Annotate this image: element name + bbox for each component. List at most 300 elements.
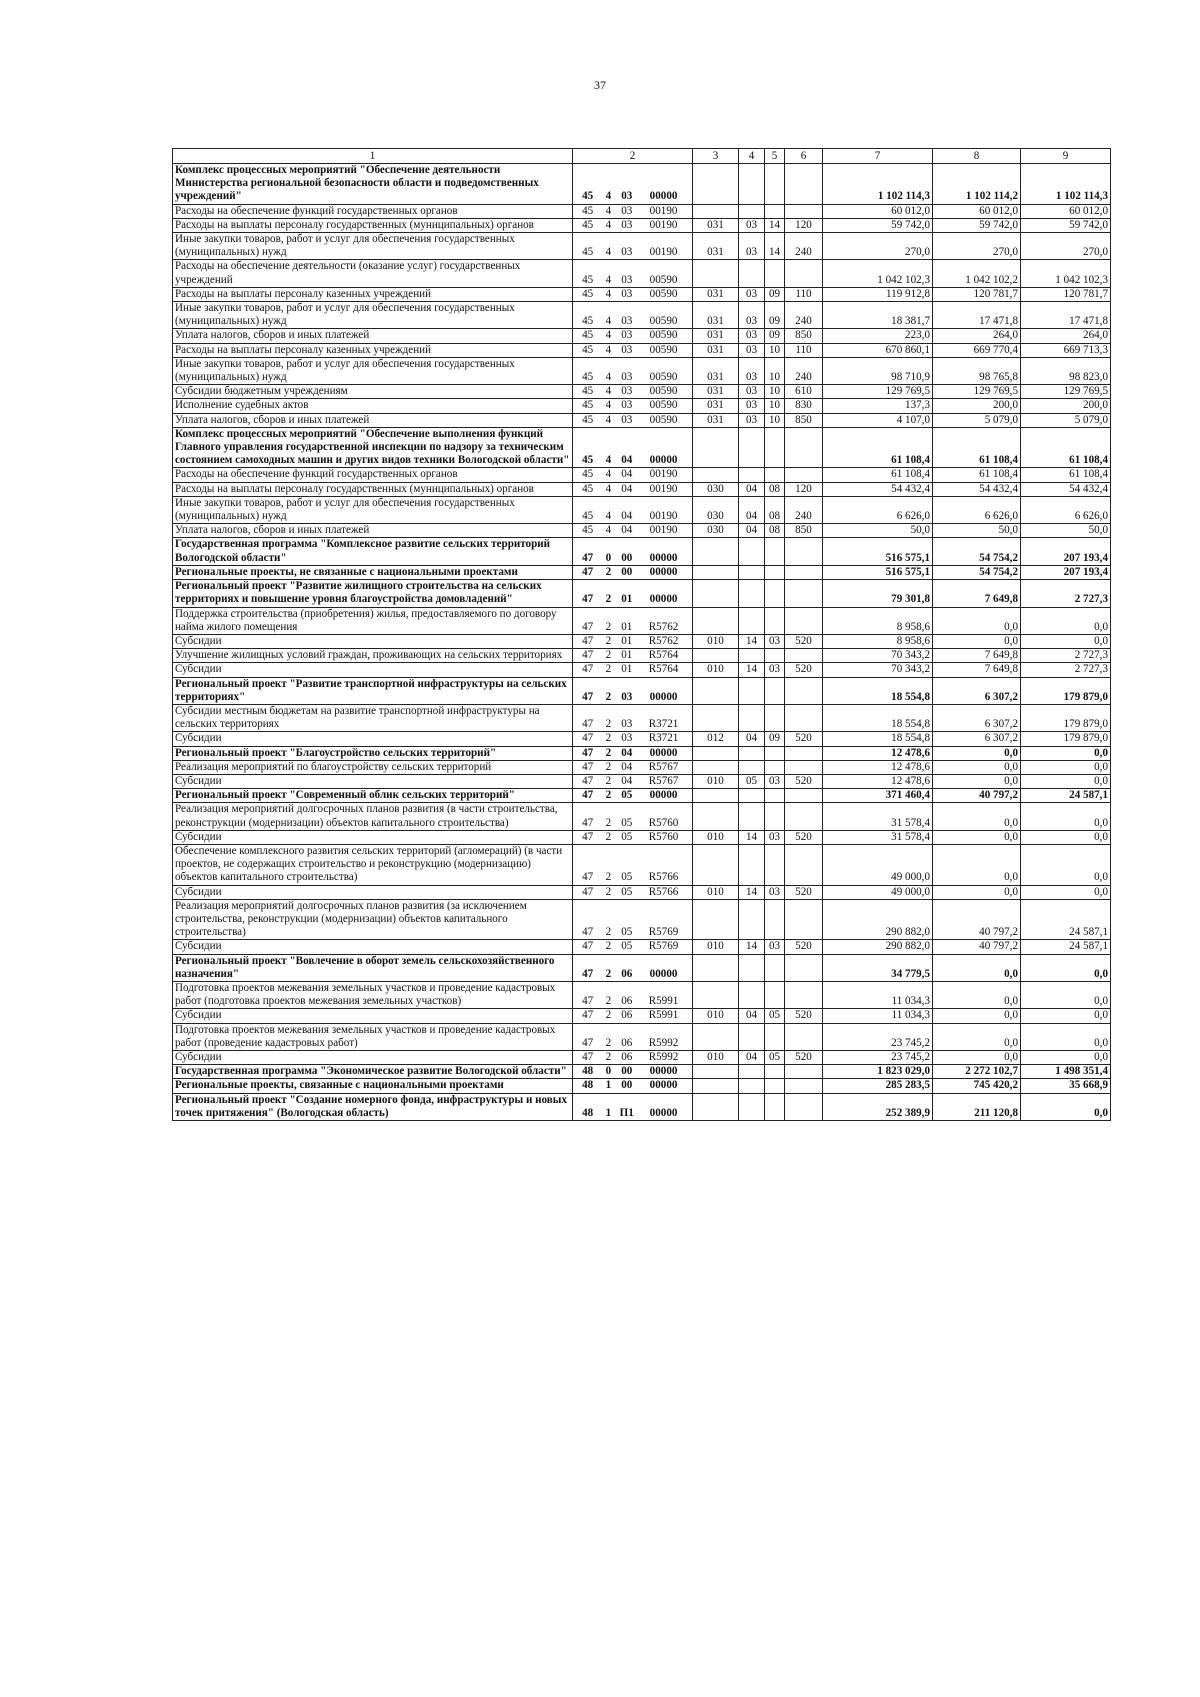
subsection-code: 08 — [765, 524, 785, 538]
code-part: 47 — [582, 718, 594, 731]
row-name: Комплекс процессных мероприятий "Обеспечение деятельности Министерства региональной безопасности области и подведомственных учреждений" — [173, 164, 573, 205]
expense-type-code — [785, 260, 823, 287]
code-part: 4 — [605, 343, 612, 356]
amount-col8: 61 108,4 — [933, 427, 1021, 468]
target-article-code — [573, 1065, 693, 1079]
row-name: Субсидии — [173, 830, 573, 844]
amount-col7: 516 575,1 — [823, 538, 933, 565]
code-part: 45 — [582, 482, 594, 495]
amount-col7: 70 343,2 — [823, 649, 933, 663]
code-part: 04 — [621, 774, 633, 787]
code-part: R3721 — [648, 718, 679, 731]
code-part: 45 — [582, 329, 594, 342]
amount-col9: 60 012,0 — [1021, 204, 1111, 218]
target-article-code — [573, 607, 693, 634]
grbs-code — [693, 580, 739, 607]
target-article-code — [573, 287, 693, 301]
code-part: 47 — [582, 565, 594, 578]
subsection-code: 08 — [765, 482, 785, 496]
expense-type-code: 520 — [785, 732, 823, 746]
code-part: 2 — [605, 690, 612, 703]
section-code: 14 — [739, 940, 765, 954]
table-row-heading — [173, 565, 1111, 579]
amount-col7: 129 769,5 — [823, 385, 933, 399]
amount-col8: 2 272 102,7 — [933, 1065, 1021, 1079]
code-part: 00190 — [649, 204, 678, 217]
amount-col9: 264,0 — [1021, 329, 1111, 343]
amount-col8: 270,0 — [933, 233, 1021, 260]
expense-type-code — [785, 1093, 823, 1120]
grbs-code: 010 — [693, 774, 739, 788]
section-code — [739, 580, 765, 607]
subsection-code — [765, 899, 785, 940]
table-row-heading — [173, 1079, 1111, 1093]
section-code — [739, 164, 765, 205]
grbs-code: 031 — [693, 385, 739, 399]
expense-type-code — [785, 803, 823, 830]
section-code: 04 — [739, 482, 765, 496]
table-row — [173, 482, 1111, 496]
subsection-code — [765, 1065, 785, 1079]
table-row — [173, 233, 1111, 260]
row-name: Расходы на обеспечение деятельности (оказание услуг) государственных учреждений — [173, 260, 573, 287]
grbs-code: 031 — [693, 302, 739, 329]
subsection-code: 14 — [765, 233, 785, 260]
row-name: Субсидии — [173, 1051, 573, 1065]
grbs-code: 010 — [693, 830, 739, 844]
code-part: 03 — [621, 315, 633, 328]
row-name: Расходы на выплаты персоналу казенных учреждений — [173, 287, 573, 301]
code-part: 01 — [621, 593, 633, 606]
amount-col9: 0,0 — [1021, 1009, 1111, 1023]
code-part: 48 — [582, 1065, 594, 1078]
amount-col8: 50,0 — [933, 524, 1021, 538]
code-part: 47 — [582, 593, 594, 606]
expense-type-code — [785, 538, 823, 565]
target-article-code — [573, 803, 693, 830]
amount-col9: 120 781,7 — [1021, 287, 1111, 301]
code-part: 03 — [621, 385, 633, 398]
target-article-code — [573, 844, 693, 885]
row-name: Расходы на выплаты персоналу государственных (муниципальных) органов — [173, 218, 573, 232]
amount-col9: 1 498 351,4 — [1021, 1065, 1111, 1079]
amount-col8: 120 781,7 — [933, 287, 1021, 301]
amount-col7: 1 823 029,0 — [823, 1065, 933, 1079]
subsection-code: 09 — [765, 732, 785, 746]
section-code: 03 — [739, 385, 765, 399]
code-part: 47 — [582, 995, 594, 1008]
expense-type-code — [785, 1079, 823, 1093]
grbs-code — [693, 164, 739, 205]
target-article-code — [573, 218, 693, 232]
row-name: Региональный проект "Развитие жилищного строительства на сельских территориях и повышение уровня благоустройства домовладений" — [173, 580, 573, 607]
table-row — [173, 218, 1111, 232]
code-part: 01 — [621, 649, 633, 662]
amount-col9: 0,0 — [1021, 844, 1111, 885]
code-part: 03 — [621, 732, 633, 745]
target-article-code — [573, 704, 693, 731]
code-part: R5767 — [648, 774, 679, 787]
amount-col8: 0,0 — [933, 1009, 1021, 1023]
amount-col7: 18 381,7 — [823, 302, 933, 329]
code-part: 06 — [621, 1036, 633, 1049]
code-part: 0 — [605, 1065, 612, 1078]
table-row — [173, 399, 1111, 413]
header-cell: 6 — [785, 149, 823, 164]
section-code — [739, 607, 765, 634]
code-part: 03 — [621, 287, 633, 300]
amount-col9: 179 879,0 — [1021, 732, 1111, 746]
amount-col7: 6 626,0 — [823, 496, 933, 523]
subsection-code — [765, 427, 785, 468]
code-part: 05 — [621, 940, 633, 953]
grbs-code: 030 — [693, 496, 739, 523]
code-part: R5992 — [648, 1036, 679, 1049]
amount-col9: 54 432,4 — [1021, 482, 1111, 496]
row-name: Субсидии — [173, 1009, 573, 1023]
section-code — [739, 746, 765, 760]
target-article-code — [573, 399, 693, 413]
amount-col9: 61 108,4 — [1021, 468, 1111, 482]
amount-col8: 0,0 — [933, 981, 1021, 1008]
row-name: Иные закупки товаров, работ и услуг для обеспечения государственных (муниципальных) нужд — [173, 233, 573, 260]
section-code — [739, 1065, 765, 1079]
amount-col8: 0,0 — [933, 1023, 1021, 1050]
row-name: Уплата налогов, сборов и иных платежей — [173, 413, 573, 427]
amount-col9: 0,0 — [1021, 607, 1111, 634]
code-part: 4 — [605, 218, 612, 231]
section-code: 03 — [739, 218, 765, 232]
amount-col7: 50,0 — [823, 524, 933, 538]
amount-col7: 59 742,0 — [823, 218, 933, 232]
target-article-code — [573, 663, 693, 677]
subsection-code: 03 — [765, 663, 785, 677]
target-article-code — [573, 260, 693, 287]
subsection-code: 03 — [765, 634, 785, 648]
grbs-code — [693, 204, 739, 218]
amount-col7: 1 102 114,3 — [823, 164, 933, 205]
code-part: 2 — [605, 593, 612, 606]
expense-type-code — [785, 204, 823, 218]
row-name: Региональный проект "Создание номерного фонда, инфраструктуры и новых точек притяжения" (Вологодская область) — [173, 1093, 573, 1120]
expense-type-code: 520 — [785, 634, 823, 648]
expense-type-code: 110 — [785, 343, 823, 357]
grbs-code: 031 — [693, 233, 739, 260]
code-part: R5762 — [648, 634, 679, 647]
subsection-code: 09 — [765, 302, 785, 329]
code-part: 00590 — [649, 287, 678, 300]
row-name: Субсидии местным бюджетам на развитие транспортной инфраструктуры на сельских территориях — [173, 704, 573, 731]
section-code — [739, 789, 765, 803]
code-part: 06 — [621, 1051, 633, 1063]
amount-col8: 129 769,5 — [933, 385, 1021, 399]
amount-col8: 745 420,2 — [933, 1079, 1021, 1093]
code-part: 2 — [605, 967, 612, 980]
code-part: 00190 — [649, 510, 678, 523]
code-part: 2 — [605, 789, 612, 802]
expense-type-code — [785, 649, 823, 663]
row-name: Поддержка строительства (приобретения) жилья, предоставляемого по договору найма жилого помещения — [173, 607, 573, 634]
expense-type-code: 110 — [785, 287, 823, 301]
table-row — [173, 760, 1111, 774]
subsection-code: 14 — [765, 218, 785, 232]
expense-type-code: 520 — [785, 1051, 823, 1065]
subsection-code — [765, 677, 785, 704]
table-row-heading — [173, 954, 1111, 981]
table-row-heading — [173, 746, 1111, 760]
expense-type-code: 830 — [785, 399, 823, 413]
amount-col7: 18 554,8 — [823, 704, 933, 731]
code-part: 00 — [621, 551, 633, 564]
amount-col7: 98 710,9 — [823, 357, 933, 384]
expense-type-code: 520 — [785, 830, 823, 844]
table-row — [173, 524, 1111, 538]
header-cell: 8 — [933, 149, 1021, 164]
code-part: 00190 — [649, 468, 678, 481]
expense-type-code — [785, 164, 823, 205]
subsection-code — [765, 954, 785, 981]
section-code — [739, 260, 765, 287]
target-article-code — [573, 899, 693, 940]
table-row — [173, 343, 1111, 357]
amount-col7: 11 034,3 — [823, 1009, 933, 1023]
section-code: 03 — [739, 287, 765, 301]
subsection-code — [765, 803, 785, 830]
section-code — [739, 844, 765, 885]
expense-type-code: 120 — [785, 482, 823, 496]
section-code — [739, 981, 765, 1008]
section-code — [739, 899, 765, 940]
amount-col9: 17 471,8 — [1021, 302, 1111, 329]
amount-col8: 0,0 — [933, 607, 1021, 634]
target-article-code — [573, 830, 693, 844]
header-cell: 3 — [693, 149, 739, 164]
header-cell: 2 — [573, 149, 693, 164]
code-part: 00000 — [649, 690, 678, 703]
table-row — [173, 496, 1111, 523]
code-part: 47 — [582, 649, 594, 662]
grbs-code: 031 — [693, 413, 739, 427]
code-part: 00190 — [649, 218, 678, 231]
amount-col7: 54 432,4 — [823, 482, 933, 496]
code-part: 4 — [605, 399, 612, 412]
target-article-code — [573, 1093, 693, 1120]
code-part: 03 — [621, 204, 633, 217]
code-part: 06 — [621, 995, 633, 1008]
row-name: Уплата налогов, сборов и иных платежей — [173, 524, 573, 538]
code-part: R5991 — [648, 1009, 679, 1022]
subsection-code: 05 — [765, 1009, 785, 1023]
grbs-code — [693, 899, 739, 940]
code-part: 00 — [621, 1079, 633, 1092]
code-part: 2 — [605, 1051, 612, 1063]
grbs-code: 010 — [693, 885, 739, 899]
code-part: 00 — [621, 1065, 633, 1078]
code-part: 01 — [621, 663, 633, 676]
grbs-code — [693, 427, 739, 468]
expense-type-code: 240 — [785, 233, 823, 260]
table-row — [173, 704, 1111, 731]
subsection-code: 03 — [765, 940, 785, 954]
subsection-code — [765, 580, 785, 607]
target-article-code — [573, 1051, 693, 1065]
section-code: 14 — [739, 634, 765, 648]
code-part: 45 — [582, 287, 594, 300]
table-row — [173, 1009, 1111, 1023]
code-part: 45 — [582, 385, 594, 398]
code-part: 03 — [621, 273, 633, 286]
grbs-code: 031 — [693, 218, 739, 232]
code-part: 04 — [621, 746, 633, 759]
grbs-code: 031 — [693, 357, 739, 384]
target-article-code — [573, 385, 693, 399]
table-row — [173, 803, 1111, 830]
amount-col8: 0,0 — [933, 954, 1021, 981]
amount-col8: 6 307,2 — [933, 732, 1021, 746]
expense-type-code — [785, 607, 823, 634]
header-cell: 5 — [765, 149, 785, 164]
code-part: 4 — [605, 273, 612, 286]
row-name: Подготовка проектов межевания земельных участков и проведение кадастровых работ (подготовка проектов межевания земельных участков) — [173, 981, 573, 1008]
amount-col8: 0,0 — [933, 774, 1021, 788]
row-name: Субсидии — [173, 663, 573, 677]
target-article-code — [573, 954, 693, 981]
amount-col9: 2 727,3 — [1021, 663, 1111, 677]
amount-col7: 12 478,6 — [823, 774, 933, 788]
code-part: 2 — [605, 871, 612, 884]
amount-col7: 23 745,2 — [823, 1051, 933, 1065]
grbs-code — [693, 981, 739, 1008]
code-part: R5762 — [648, 620, 679, 633]
code-part: 04 — [621, 524, 633, 537]
amount-col7: 61 108,4 — [823, 427, 933, 468]
code-part: 47 — [582, 1051, 594, 1063]
expense-type-code — [785, 981, 823, 1008]
section-code — [739, 760, 765, 774]
target-article-code — [573, 1009, 693, 1023]
section-code — [739, 1023, 765, 1050]
grbs-code: 030 — [693, 524, 739, 538]
section-code — [739, 427, 765, 468]
code-part: 4 — [605, 454, 612, 467]
code-part: 45 — [582, 413, 594, 426]
row-name: Субсидии — [173, 774, 573, 788]
row-name: Государственная программа "Комплексное развитие сельских территорий Вологодской области" — [173, 538, 573, 565]
amount-col7: 252 389,9 — [823, 1093, 933, 1120]
code-part: 00000 — [649, 967, 678, 980]
grbs-code: 030 — [693, 482, 739, 496]
row-name: Субсидии — [173, 885, 573, 899]
amount-col9: 129 769,5 — [1021, 385, 1111, 399]
code-part: 45 — [582, 399, 594, 412]
expense-type-code — [785, 704, 823, 731]
subsection-code: 10 — [765, 343, 785, 357]
code-part: 00590 — [649, 329, 678, 342]
code-part: 45 — [582, 454, 594, 467]
code-part: R5764 — [648, 663, 679, 676]
section-code — [739, 954, 765, 981]
code-part: 00190 — [649, 524, 678, 537]
amount-col9: 207 193,4 — [1021, 538, 1111, 565]
code-part: 04 — [621, 454, 633, 467]
target-article-code — [573, 940, 693, 954]
subsection-code — [765, 468, 785, 482]
row-name: Расходы на обеспечение функций государственных органов — [173, 204, 573, 218]
code-part: 47 — [582, 967, 594, 980]
amount-col7: 371 460,4 — [823, 789, 933, 803]
amount-col8: 59 742,0 — [933, 218, 1021, 232]
amount-col7: 18 554,8 — [823, 732, 933, 746]
code-part: 2 — [605, 663, 612, 676]
code-part: П1 — [619, 1106, 634, 1119]
table-row — [173, 1051, 1111, 1065]
grbs-code — [693, 746, 739, 760]
expense-type-code: 520 — [785, 1009, 823, 1023]
grbs-code — [693, 1023, 739, 1050]
code-part: 0 — [605, 551, 612, 564]
grbs-code — [693, 1093, 739, 1120]
grbs-code — [693, 468, 739, 482]
code-part: 05 — [621, 926, 633, 939]
code-part: 00590 — [649, 273, 678, 286]
amount-col7: 119 912,8 — [823, 287, 933, 301]
amount-col7: 8 958,6 — [823, 634, 933, 648]
code-part: 06 — [621, 967, 633, 980]
table-row-heading — [173, 427, 1111, 468]
grbs-code: 031 — [693, 343, 739, 357]
code-part: 2 — [605, 649, 612, 662]
amount-col9: 179 879,0 — [1021, 704, 1111, 731]
code-part: R5992 — [648, 1051, 679, 1063]
expense-type-code — [785, 746, 823, 760]
amount-col7: 60 012,0 — [823, 204, 933, 218]
code-part: 45 — [582, 190, 594, 203]
code-part: 00000 — [649, 565, 678, 578]
code-part: 45 — [582, 315, 594, 328]
amount-col9: 207 193,4 — [1021, 565, 1111, 579]
subsection-code: 10 — [765, 413, 785, 427]
row-name: Подготовка проектов межевания земельных участков и проведение кадастровых работ (проведение кадастровых работ) — [173, 1023, 573, 1050]
amount-col9: 200,0 — [1021, 399, 1111, 413]
code-part: 2 — [605, 760, 612, 773]
code-part: 47 — [582, 830, 594, 843]
expense-type-code: 520 — [785, 885, 823, 899]
code-part: 4 — [605, 468, 612, 481]
code-part: 4 — [605, 329, 612, 342]
code-part: 03 — [621, 399, 633, 412]
target-article-code — [573, 427, 693, 468]
table-row — [173, 385, 1111, 399]
code-part: 00000 — [649, 789, 678, 802]
subsection-code — [765, 164, 785, 205]
subsection-code — [765, 1079, 785, 1093]
code-part: 47 — [582, 551, 594, 564]
section-code: 05 — [739, 774, 765, 788]
amount-col8: 0,0 — [933, 803, 1021, 830]
amount-col7: 12 478,6 — [823, 746, 933, 760]
row-name: Региональные проекты, связанные с национальными проектами — [173, 1079, 573, 1093]
code-part: 4 — [605, 371, 612, 384]
table-header — [173, 149, 1111, 164]
target-article-code — [573, 413, 693, 427]
table-row — [173, 1023, 1111, 1050]
row-name: Иные закупки товаров, работ и услуг для обеспечения государственных (муниципальных) нужд — [173, 302, 573, 329]
section-code — [739, 1079, 765, 1093]
amount-col9: 0,0 — [1021, 803, 1111, 830]
section-code — [739, 1093, 765, 1120]
amount-col9: 61 108,4 — [1021, 427, 1111, 468]
code-part: 45 — [582, 510, 594, 523]
